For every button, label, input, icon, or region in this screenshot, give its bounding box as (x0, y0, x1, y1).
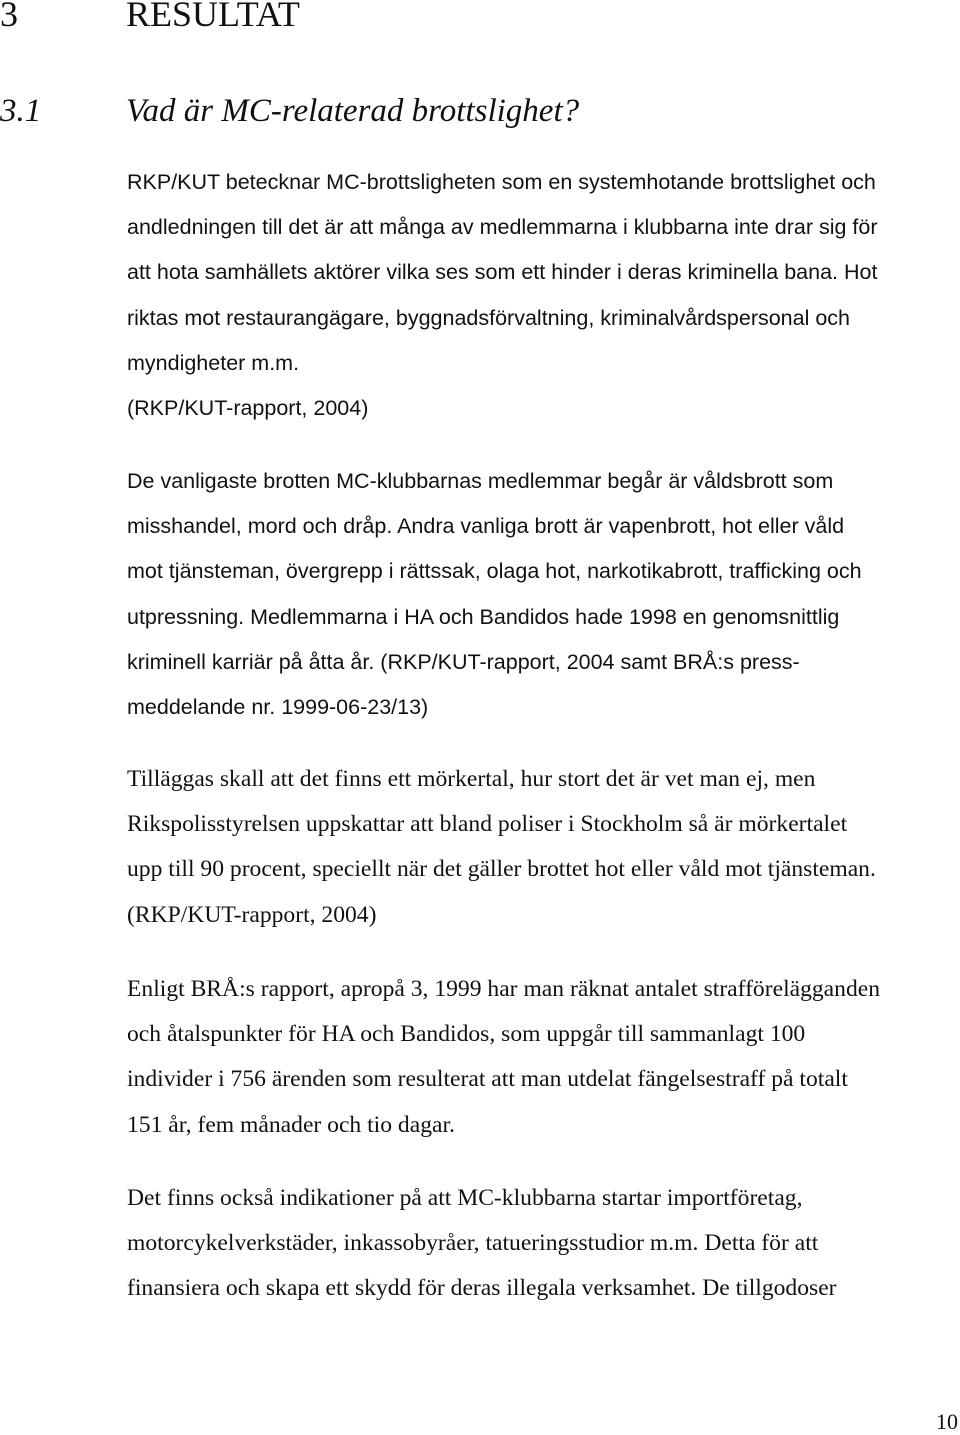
section-title: Vad är MC-relaterad brottslighet? (126, 93, 580, 129)
text-line: myndigheter m.m. (127, 350, 300, 375)
paragraph-4 (127, 967, 960, 1148)
text-line: och åtalspunkter för HA och Bandidos, som uppgår till sammanlagt 100 (127, 1021, 806, 1048)
text-line: (RKP/KUT-rapport, 2004) (127, 901, 377, 928)
text-line: kriminell karriär på åtta år. (RKP/KUT-rapport, 2004 samt BRÅ:s press- (127, 649, 800, 674)
paragraph-3 (127, 757, 960, 938)
page-number: 10 (936, 1409, 958, 1434)
text-line: RKP/KUT betecknar MC-brottsligheten som en systemhotande brottslighet och (127, 170, 876, 194)
section-heading (0, 91, 579, 131)
text-line: Enligt BRÅ:s rapport, apropå 3, 1999 har man räknat antalet strafförelägganden (127, 976, 881, 1002)
text-line: Rikspolisstyrelsen uppskattar att bland poliser i Stockholm så är mörkertalet (127, 811, 848, 838)
chapter-title: RESULTAT (126, 0, 300, 34)
text-line: motorcykelverkstäder, inkassobyråer, tatueringsstudior m.m. Detta för att (127, 1230, 819, 1257)
text-line: De vanligaste brotten MC-klubbarnas medlemmar begår är våldsbrott som (127, 469, 834, 493)
chapter-heading (0, 0, 300, 36)
text-line: Det finns också indikationer på att MC-klubbarna startar importföretag, (127, 1185, 803, 1211)
text-line: upp till 90 procent, speciellt när det gäller brottet hot eller våld mot tjänsteman. (127, 856, 876, 883)
text-line: andledningen till det är att många av medlemmarna i klubbarna inte drar sig för (127, 215, 878, 240)
section-number: 3.1 (0, 93, 42, 129)
text-line: Tilläggas skall att det finns ett mörkertal, hur stort det är vet man ej, men (127, 766, 816, 792)
paragraph-1 (127, 160, 960, 431)
text-line: finansiera och skapa ett skydd för deras illegala verksamhet. De tillgodoser (127, 1275, 837, 1302)
text-line: (RKP/KUT-rapport, 2004) (127, 395, 369, 420)
text-line: utpressning. Medlemmarna i HA och Bandidos hade 1998 en genomsnittlig (127, 604, 840, 629)
text-line: misshandel, mord och dråp. Andra vanliga brott är vapenbrott, hot eller våld (127, 514, 845, 539)
paragraph-5 (127, 1176, 960, 1312)
text-line: att hota samhällets aktörer vilka ses som ett hinder i deras kriminella bana. Hot (127, 260, 878, 285)
text-line: riktas mot restaurangägare, byggnadsförvaltning, kriminalvårdspersonal och (127, 305, 851, 330)
text-line: individer i 756 ärenden som resulterat att man utdelat fängelsestraff på totalt (127, 1066, 848, 1093)
text-line: mot tjänsteman, övergrepp i rättssak, olaga hot, narkotikabrott, trafficking och (127, 559, 862, 584)
chapter-number: 3 (0, 0, 18, 34)
text-line: meddelande nr. 1999-06-23/13) (127, 694, 429, 719)
text-line: 151 år, fem månader och tio dagar. (127, 1111, 455, 1138)
paragraph-2 (127, 459, 960, 730)
